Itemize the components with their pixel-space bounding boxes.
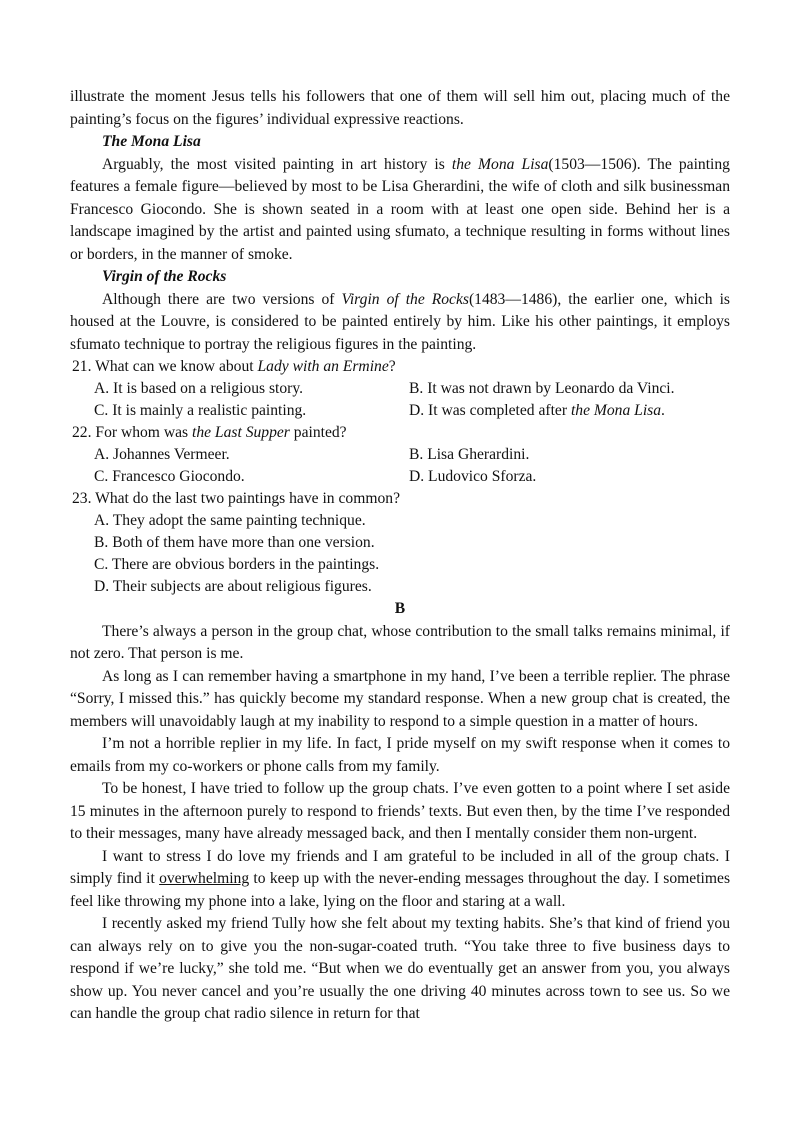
q22-stem-post: painted?	[289, 424, 347, 441]
mona-lisa-title: the Mona Lisa	[451, 155, 549, 173]
q22-stem-pre: 22. For whom was	[72, 424, 192, 441]
section-b-paragraph-4: To be honest, I have tried to follow up the group chats. I’ve even gotten to a point where I set aside 15 minutes in the afternoon purely to respond to friends’ texts. But even then, by the time I’ve responded to their messages, many have already messaged back, and then I mentally consider them non-urgent.	[70, 780, 730, 842]
section-b-paragraph-2: As long as I can remember having a smartphone in my hand, I’ve been a terrible replier. The phrase “Sorry, I missed this.” has quickly become my standard response. When a new group chat is created, the members will unavoidably laugh at my inability to respond to a simple question in a matter of hours.	[70, 667, 730, 730]
intro-paragraph: illustrate the moment Jesus tells his followers that one of them will sell him out, placing much of the painting’s focus on the figures’ individual expressive reactions.	[70, 88, 730, 128]
virgin-rocks-paragraph	[70, 289, 730, 357]
q23-option-b: B. Both of them have more than one version.	[94, 534, 375, 551]
section-b-paragraph-6: I recently asked my friend Tully how she felt about my texting habits. She’s that kind of friend you can always rely on to give you the non-sugar-coated truth. “You take three to five business days to respond if we’re lucky,” she told me. “But when we do eventually get an answer from you, you always show up. You never cancel and you’re usually the one driving 40 minutes across town to see us. So we can handle the group chat radio silence in return for that	[70, 915, 730, 1022]
question-23-options	[70, 510, 730, 598]
q22-option-b: B. Lisa Gherardini.	[409, 446, 530, 463]
q21-stem-title: Lady with an Ermine	[257, 358, 389, 375]
q21-option-b: B. It was not drawn by Leonardo da Vinci.	[409, 380, 675, 397]
q23-option-d: D. Their subjects are about religious figures.	[94, 578, 372, 595]
mona-lisa-heading: The Mona Lisa	[102, 133, 201, 150]
q22-option-a: A. Johannes Vermeer.	[94, 446, 230, 463]
section-b-paragraph-3: I’m not a horrible replier in my life. In fact, I pride myself on my swift response when it comes to emails from my co-workers or phone calls from my family.	[70, 735, 730, 775]
virgin-rocks-heading: Virgin of the Rocks	[102, 268, 227, 285]
mona-lisa-text-2: (1503—1506). The painting features a female figure—believed by most to be Lisa Gherardini, the wife of cloth and silk businessman Francesco Giocondo. She is shown seated in a room with at least one open side. Behind her is a landscape imagined by the artist and painted using sfumato, a technique resulting in forms without lines or borders, in the manner of smoke.	[70, 155, 730, 263]
document-page	[70, 86, 730, 1026]
p5-text-2: to keep up with the never-ending messages throughout the day. I sometimes feel like throwing my phone into a lake, lying on the floor and staring at a wall.	[70, 870, 731, 910]
virgin-rocks-title: Virgin of the Rocks	[341, 290, 469, 308]
question-21-options	[70, 378, 730, 422]
section-b-label: B	[394, 600, 406, 617]
q21-stem-pre: 21. What can we know about	[72, 358, 258, 375]
q22-option-c: C. Francesco Giocondo.	[94, 468, 245, 485]
q21-d-title: the Mona Lisa	[570, 402, 662, 419]
question-23-stem: 23. What do the last two paintings have in common?	[72, 490, 400, 507]
p5-text-1: I want to stress I do love my friends and I am grateful to be included in all of the group chats. I simply find it	[70, 847, 730, 887]
q22-stem-title: the Last Supper	[191, 424, 290, 441]
underlined-word: overwhelming	[159, 870, 250, 887]
mona-lisa-text-1: Arguably, the most visited painting in art history is	[102, 155, 452, 173]
virgin-rocks-text-1: Although there are two versions of	[102, 290, 342, 308]
q23-option-a: A. They adopt the same painting technique.	[94, 512, 366, 529]
q21-stem-post: ?	[388, 358, 396, 375]
question-22-stem	[70, 422, 730, 444]
mona-lisa-paragraph	[70, 154, 730, 267]
section-b-paragraph-1: There’s always a person in the group chat, whose contribution to the small talks remains minimal, if not zero. That person is me.	[70, 622, 730, 662]
section-b-paragraph-5	[70, 846, 730, 914]
virgin-rocks-text-2: (1483—1486), the earlier one, which is housed at the Louvre, is considered to be painted entirely by him. Like his other paintings, it employs sfumato technique to portray the religious figures in the painting.	[70, 290, 730, 353]
q21-option-d	[409, 400, 729, 422]
q23-option-c: C. There are obvious borders in the paintings.	[94, 556, 380, 573]
question-21-stem	[70, 356, 730, 378]
q21-option-c: C. It is mainly a realistic painting.	[94, 402, 307, 419]
q21-d-post: .	[661, 402, 665, 419]
question-22-options	[70, 444, 730, 488]
q21-option-a: A. It is based on a religious story.	[94, 380, 304, 397]
q21-d-pre: D. It was completed after	[409, 402, 571, 419]
q22-option-d: D. Ludovico Sforza.	[409, 468, 537, 485]
